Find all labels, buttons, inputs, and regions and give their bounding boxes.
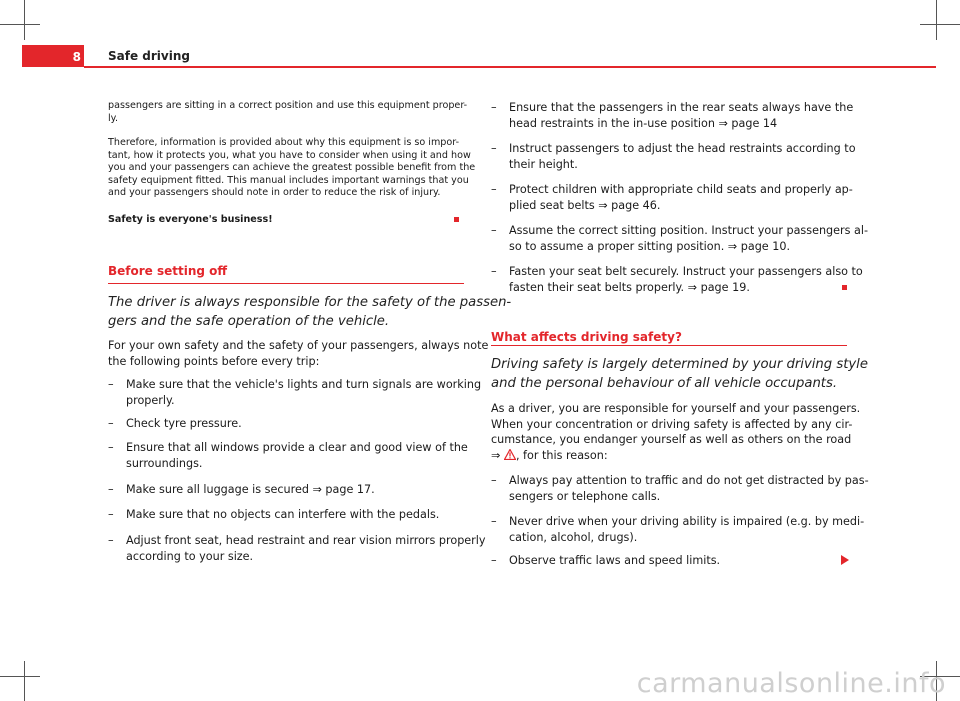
list-item-text: Ensure that all windows provide a clear and good view of the surroundings. bbox=[126, 441, 468, 470]
header-rule bbox=[84, 66, 936, 68]
crop-mark bbox=[936, 0, 937, 40]
list-dash: – bbox=[108, 417, 114, 430]
list-item-text: Always pay attention to traffic and do not get distracted by pas- sengers or telephone calls. bbox=[509, 474, 869, 503]
body-text: , for this reason: bbox=[515, 448, 608, 462]
list-dash: – bbox=[108, 508, 114, 521]
list-dash: – bbox=[491, 142, 497, 155]
list-item-text[interactable]: Assume the correct sitting position. Instruct your passengers al- so to assume a proper sitting position. ⇒ page 10. bbox=[509, 224, 869, 253]
warning-icon[interactable] bbox=[504, 449, 516, 465]
list-dash: – bbox=[491, 101, 497, 114]
list-item-text[interactable]: Protect children with appropriate child seats and properly ap- plied seat belts ⇒ page 46. bbox=[509, 183, 853, 212]
section-heading-driving-safety: What affects driving safety? bbox=[491, 330, 682, 344]
section-rule bbox=[108, 283, 464, 284]
list-item-text: Make sure that the vehicle's lights and turn signals are working properly. bbox=[126, 378, 482, 407]
list-item-text: Make sure that no objects can interfere with the pedals. bbox=[126, 508, 440, 521]
list-dash: – bbox=[108, 534, 114, 547]
list-item-text: Never drive when your driving ability is impaired (e.g. by medi- cation, alcohol, drugs). bbox=[509, 515, 865, 544]
body-paragraph bbox=[491, 401, 860, 464]
end-of-section-icon bbox=[454, 217, 459, 222]
list-dash: – bbox=[491, 474, 497, 487]
crop-mark bbox=[24, 661, 25, 701]
list-dash: – bbox=[491, 265, 497, 278]
intro-paragraph-1: passengers are sitting in a correct position and use this equipment proper- ly. bbox=[108, 100, 468, 124]
list-dash: – bbox=[491, 554, 497, 567]
safety-note: Safety is everyone's business! bbox=[108, 214, 273, 225]
section-heading-before-setting-off: Before setting off bbox=[108, 264, 228, 278]
list-item-text: Adjust front seat, head restraint and rear vision mirrors properly according to your size. bbox=[126, 534, 486, 563]
page-number: 8 bbox=[72, 50, 81, 64]
body-text: As a driver, you are responsible for yourself and your passengers. When your concentration or driving safety is affected by any cir- cumstance, you endanger yourself as well as others on the road ⇒ bbox=[491, 402, 861, 462]
list-dash: – bbox=[491, 224, 497, 237]
body-paragraph: For your own safety and the safety of your passengers, always note the following points before every trip: bbox=[108, 339, 489, 368]
list-dash: – bbox=[108, 483, 114, 496]
list-dash: – bbox=[491, 515, 497, 528]
crop-mark bbox=[24, 0, 25, 40]
lead-paragraph: Driving safety is largely determined by your driving style and the personal behaviour of all vehicle occupants. bbox=[491, 357, 868, 391]
list-item-text: Check tyre pressure. bbox=[126, 417, 242, 430]
watermark: carmanualsonline.info bbox=[636, 668, 946, 699]
continue-arrow-icon bbox=[841, 555, 849, 565]
list-item-text[interactable]: Make sure all luggage is secured ⇒ page 17. bbox=[126, 483, 375, 496]
end-of-section-icon bbox=[842, 285, 847, 290]
section-rule bbox=[491, 345, 847, 346]
list-dash: – bbox=[108, 378, 114, 391]
list-item-text: Instruct passengers to adjust the head restraints according to their height. bbox=[509, 142, 856, 171]
chapter-title: Safe driving bbox=[108, 49, 190, 63]
crop-mark bbox=[920, 24, 960, 25]
list-dash: – bbox=[108, 441, 114, 454]
list-dash: – bbox=[491, 183, 497, 196]
list-item-text[interactable]: Ensure that the passengers in the rear seats always have the head restraints in the in-use position ⇒ page 14 bbox=[509, 101, 854, 130]
intro-paragraph-2: Therefore, information is provided about why this equipment is so impor- tant, how it protects you, what you have to consider when using it and how you and your passengers can achieve the greatest possible benefit from the safety equipment fitted. This manual includes important warnings that you and your passengers should note in order to reduce the risk of injury. bbox=[108, 137, 476, 199]
list-item-text: Observe traffic laws and speed limits. bbox=[509, 554, 721, 567]
crop-mark bbox=[0, 676, 40, 677]
crop-mark bbox=[0, 24, 40, 25]
list-item-text[interactable]: Fasten your seat belt securely. Instruct your passengers also to fasten their seat belts properly. ⇒ page 19. bbox=[509, 265, 863, 294]
lead-paragraph: The driver is always responsible for the safety of the passen- gers and the safe operation of the vehicle. bbox=[108, 295, 512, 329]
